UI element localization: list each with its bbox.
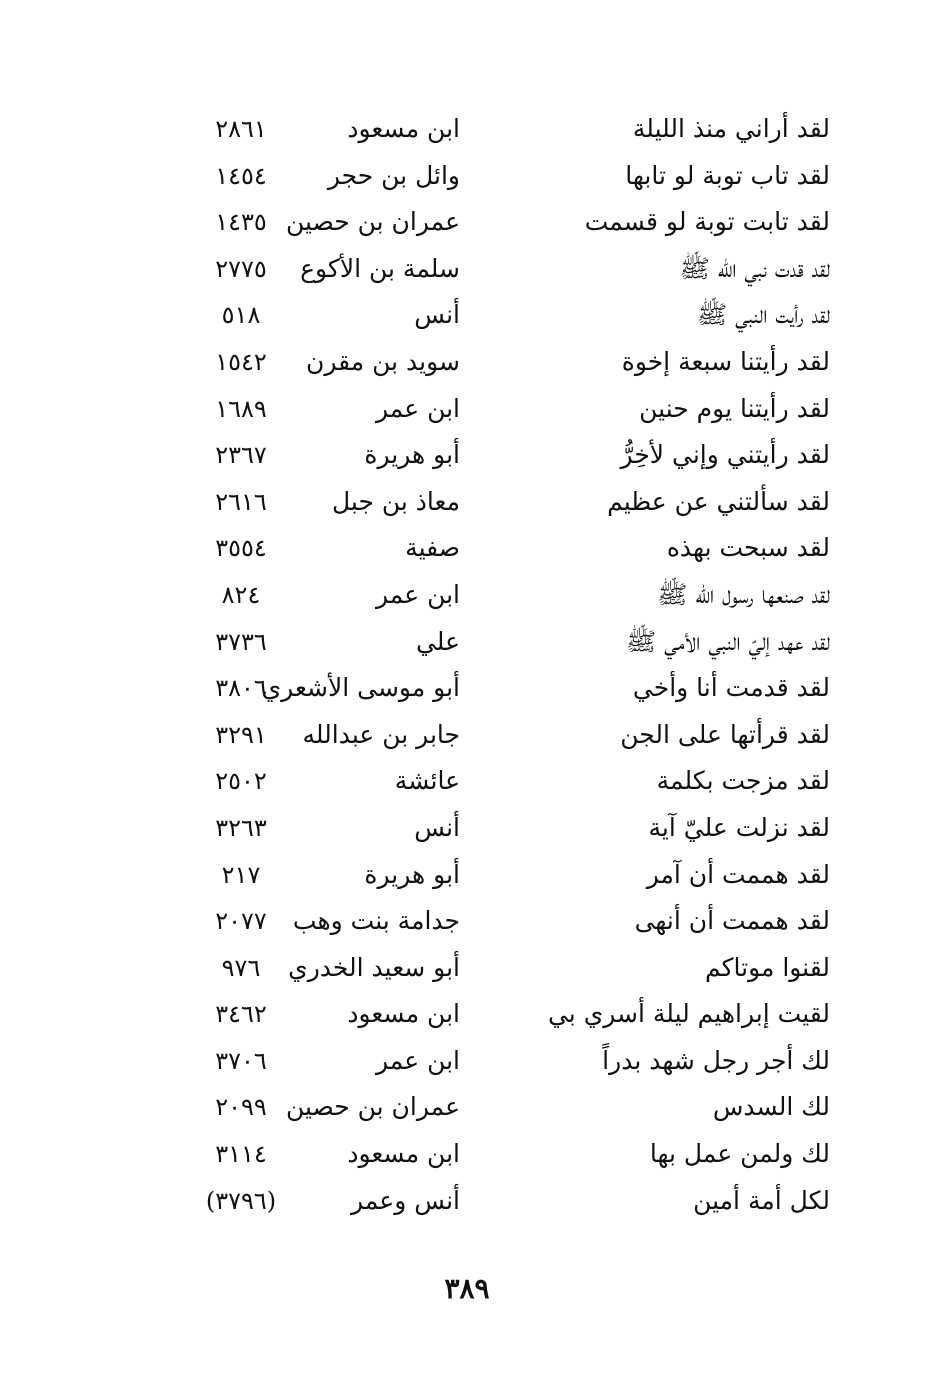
hadith-opening-text: لقد نزلت عليّ آية [648,812,830,842]
hadith-number: ٣٤٦٢ [215,1000,267,1029]
hadith-opening-text: لك السدس [712,1092,830,1122]
index-row [180,991,840,1038]
index-row [180,1084,840,1131]
hadith-opening-text: لقد صنعها رسول الله ﷺ [657,579,830,609]
index-row [180,1131,840,1178]
hadith-number: ٢٠٩٩ [215,1093,267,1122]
index-row [180,246,840,293]
hadith-number: ٣٥٥٤ [215,534,267,563]
hadith-number: ١٦٨٩ [215,394,267,423]
index-row [180,572,840,619]
hadith-number: ٢٨٦١ [215,115,267,143]
hadith-opening-text: لقد رأيتنا يوم حنين [639,393,830,423]
hadith-number: ٢١٧ [221,860,261,889]
hadith-number: ١٤٥٤ [215,161,267,190]
hadith-number: ٢٥٠٢ [215,767,267,796]
hadith-number: ٣٧٣٦ [215,627,267,656]
hadith-opening-text: لقد رأيتنا سبعة إخوة [621,346,830,376]
hadith-number: ٩٧٦ [221,953,261,982]
narrator-name: أنس [414,812,460,842]
hadith-number: ٣٢٦٣ [215,813,267,842]
index-row [180,106,840,153]
narrator-name: وائل بن حجر [327,160,460,190]
index-row [180,292,840,339]
narrator-name: أبو موسى الأشعري [261,673,460,703]
hadith-opening-text: لقد قرأتها على الجن [620,719,830,749]
index-row [180,758,840,805]
index-row [180,432,840,479]
hadith-opening-text: لك أجر رجل شهد بدراً [602,1045,830,1075]
hadith-opening-text: لكل أمة أمين [693,1185,830,1215]
index-row [180,525,840,572]
index-row [180,1178,840,1225]
hadith-number: ٢٠٧٧ [215,907,267,936]
hadith-opening-text: لقد أراني منذ الليلة [632,114,830,143]
index-row [180,153,840,200]
index-row [180,199,840,246]
narrator-name: جابر بن عبدالله [302,719,460,749]
narrator-name: أنس [414,300,460,330]
index-row [180,945,840,992]
hadith-opening-text: لقنوا موتاكم [704,952,830,982]
hadith-opening-text: لقد رأيتني وإني لأخِرُّ [620,440,830,470]
hadith-opening-text: لقد هممت أن آمر [646,859,830,889]
hadith-opening-text: لقد عهد إليّ النبي الأمي ﷺ [625,626,830,656]
hadith-number: ٢٧٧٥ [215,254,267,283]
hadith-number: ٣٧٠٦ [215,1046,267,1075]
narrator-name: عمران بن حصين [285,207,460,237]
hadith-number: (٣٧٩٦) [205,1186,277,1215]
narrator-name: ابن مسعود [347,999,460,1029]
index-row [180,665,840,712]
hadith-opening-text: لقد هممت أن أنهى [634,906,830,936]
index-row [180,1038,840,1085]
hadith-number: ٨٢٤ [221,580,261,609]
narrator-name: عمران بن حصين [285,1092,460,1122]
narrator-name: أبو هريرة [364,440,460,470]
index-row [180,712,840,759]
narrator-name: ابن عمر [375,393,460,423]
hadith-opening-text: لقد رأيت النبي ﷺ [697,300,830,330]
hadith-opening-text: لك ولمن عمل بها [649,1139,830,1169]
narrator-name: ابن مسعود [347,1139,460,1169]
hadith-number: ١٤٣٥ [215,208,267,237]
narrator-name: صفية [405,533,460,563]
hadith-opening-text: لقد قدت نبي الله ﷺ [679,253,830,283]
narrator-name: أنس وعمر [351,1185,460,1215]
hadith-opening-text: لقد تابت توبة لو قسمت [584,207,830,237]
hadith-opening-text: لقد تاب توبة لو تابها [625,160,830,190]
narrator-name: ابن مسعود [347,114,460,143]
narrator-name: ابن عمر [375,1045,460,1075]
hadith-index-list [180,106,840,1224]
index-row [180,619,840,666]
narrator-name: معاذ بن جبل [331,486,460,516]
narrator-name: ابن عمر [375,579,460,609]
index-row [180,339,840,386]
narrator-name: أبو سعيد الخدري [288,952,460,982]
index-row [180,852,840,899]
index-row [180,805,840,852]
narrator-name: عائشة [394,766,460,796]
hadith-opening-text: لقد مزجت بكلمة [656,766,830,796]
hadith-number: ٢٣٦٧ [215,441,267,470]
hadith-number: ٣١١٤ [215,1140,267,1169]
narrator-name: سويد بن مقرن [305,346,460,376]
narrator-name: سلمة بن الأكوع [300,253,460,283]
hadith-number: ٣٢٩١ [215,720,267,749]
narrator-name: جدامة بنت وهب [292,906,460,936]
hadith-number: ٢٦١٦ [215,487,267,516]
narrator-name: علي [415,626,460,656]
hadith-opening-text: لقد سألتني عن عظيم [607,486,830,516]
index-row [180,479,840,526]
page-number: ٣٨٩ [444,1272,490,1305]
hadith-opening-text: لقد سبحت بهذه [666,533,830,563]
hadith-opening-text: لقيت إبراهيم ليلة أسري بي [547,999,830,1029]
hadith-number: ١٥٤٢ [215,347,267,376]
hadith-number: ٣٨٠٦ [215,674,267,703]
narrator-name: أبو هريرة [364,859,460,889]
index-row [180,898,840,945]
index-row [180,386,840,433]
hadith-opening-text: لقد قدمت أنا وأخي [632,673,830,703]
hadith-number: ٥١٨ [221,301,261,330]
